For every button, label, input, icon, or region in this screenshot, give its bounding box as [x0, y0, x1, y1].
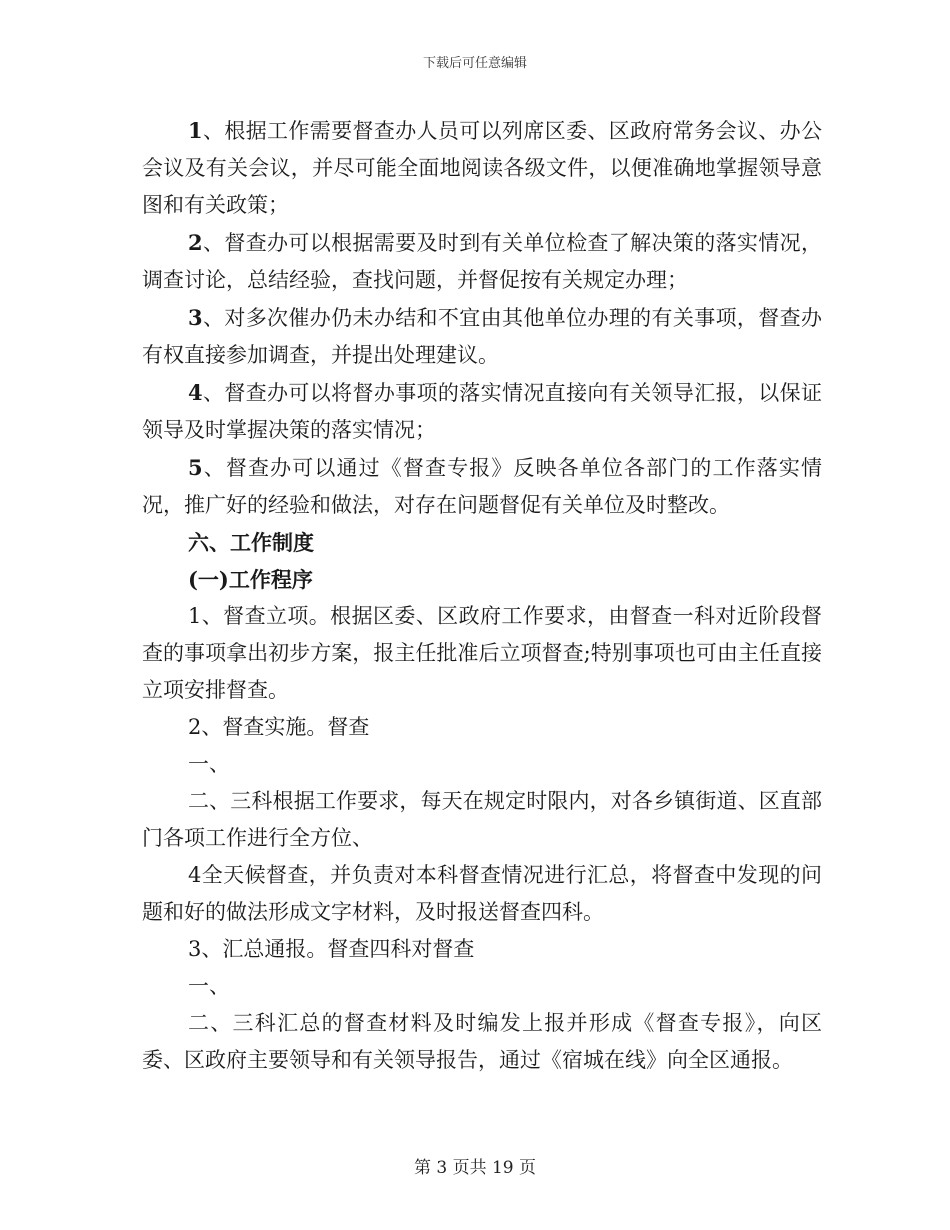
paragraph-text: 、对多次催办仍未办结和不宜由其他单位办理的有关事项，督查办有权直接参加调查，并提出处理建议。 [142, 306, 822, 367]
paragraph-number: 4 [188, 380, 203, 405]
subsection-heading: (一)工作程序 [188, 567, 313, 592]
paragraph-13: 二、三科汇总的督查材料及时编发上报并形成《督查专报》，向区委、区政府主要领导和有关领导报告，通过《宿城在线》向全区通报。 [142, 1011, 822, 1072]
paragraph-9: 二、三科根据工作要求，每天在规定时限内，对各乡镇街道、区直部门各项工作进行全方位、 [142, 789, 822, 850]
paragraph-text: 、督查办可以通过《督查专报》反映各单位各部门的工作落实情况，推广好的经验和做法，对存在问题督促有关单位及时整改。 [142, 456, 822, 517]
paragraph-3 [142, 299, 822, 374]
paragraph-4 [142, 374, 822, 449]
document-body [142, 112, 822, 1079]
paragraph-text: 、督查办可以将督办事项的落实情况直接向有关领导汇报，以保证领导及时掌握决策的落实情况； [142, 381, 822, 442]
paragraph-12: 一、 [188, 974, 230, 998]
paragraph-10: 4全天候督查，并负责对本科督查情况进行汇总，将督查中发现的问题和好的做法形成文字材料，及时报送督查四科。 [142, 863, 822, 924]
paragraph-11: 3、汇总通报。督查四科对督查 [188, 937, 475, 961]
paragraph-number: 3 [188, 305, 203, 330]
paragraph-5 [142, 449, 822, 524]
paragraph-number: 1 [188, 118, 203, 143]
section-heading: 六、工作制度 [188, 530, 314, 555]
page-footer: 第 3 页共 19 页 [413, 1158, 537, 1178]
paragraph-7: 2、督查实施。督查 [188, 715, 370, 739]
paragraph-2 [142, 224, 822, 299]
paragraph-1 [142, 112, 822, 224]
paragraph-6: 1、督查立项。根据区委、区政府工作要求，由督查一科对近阶段督查的事项拿出初步方案，报主任批准后立项督查;特别事项也可由主任直接立项安排督查。 [142, 604, 822, 702]
paragraph-text: 、督查办可以根据需要及时到有关单位检查了解决策的落实情况，调查讨论，总结经验，查找问题，并督促按有关规定办理； [142, 231, 822, 292]
page-header: 下载后可任意编辑 [422, 56, 527, 71]
paragraph-text: 、根据工作需要督查办人员可以列席区委、区政府常务会议、办公会议及有关会议，并尽可能全面地阅读各级文件，以便准确地掌握领导意图和有关政策； [142, 119, 822, 217]
paragraph-number: 2 [188, 230, 203, 255]
paragraph-number: 5 [188, 455, 203, 480]
paragraph-8: 一、 [188, 752, 230, 776]
